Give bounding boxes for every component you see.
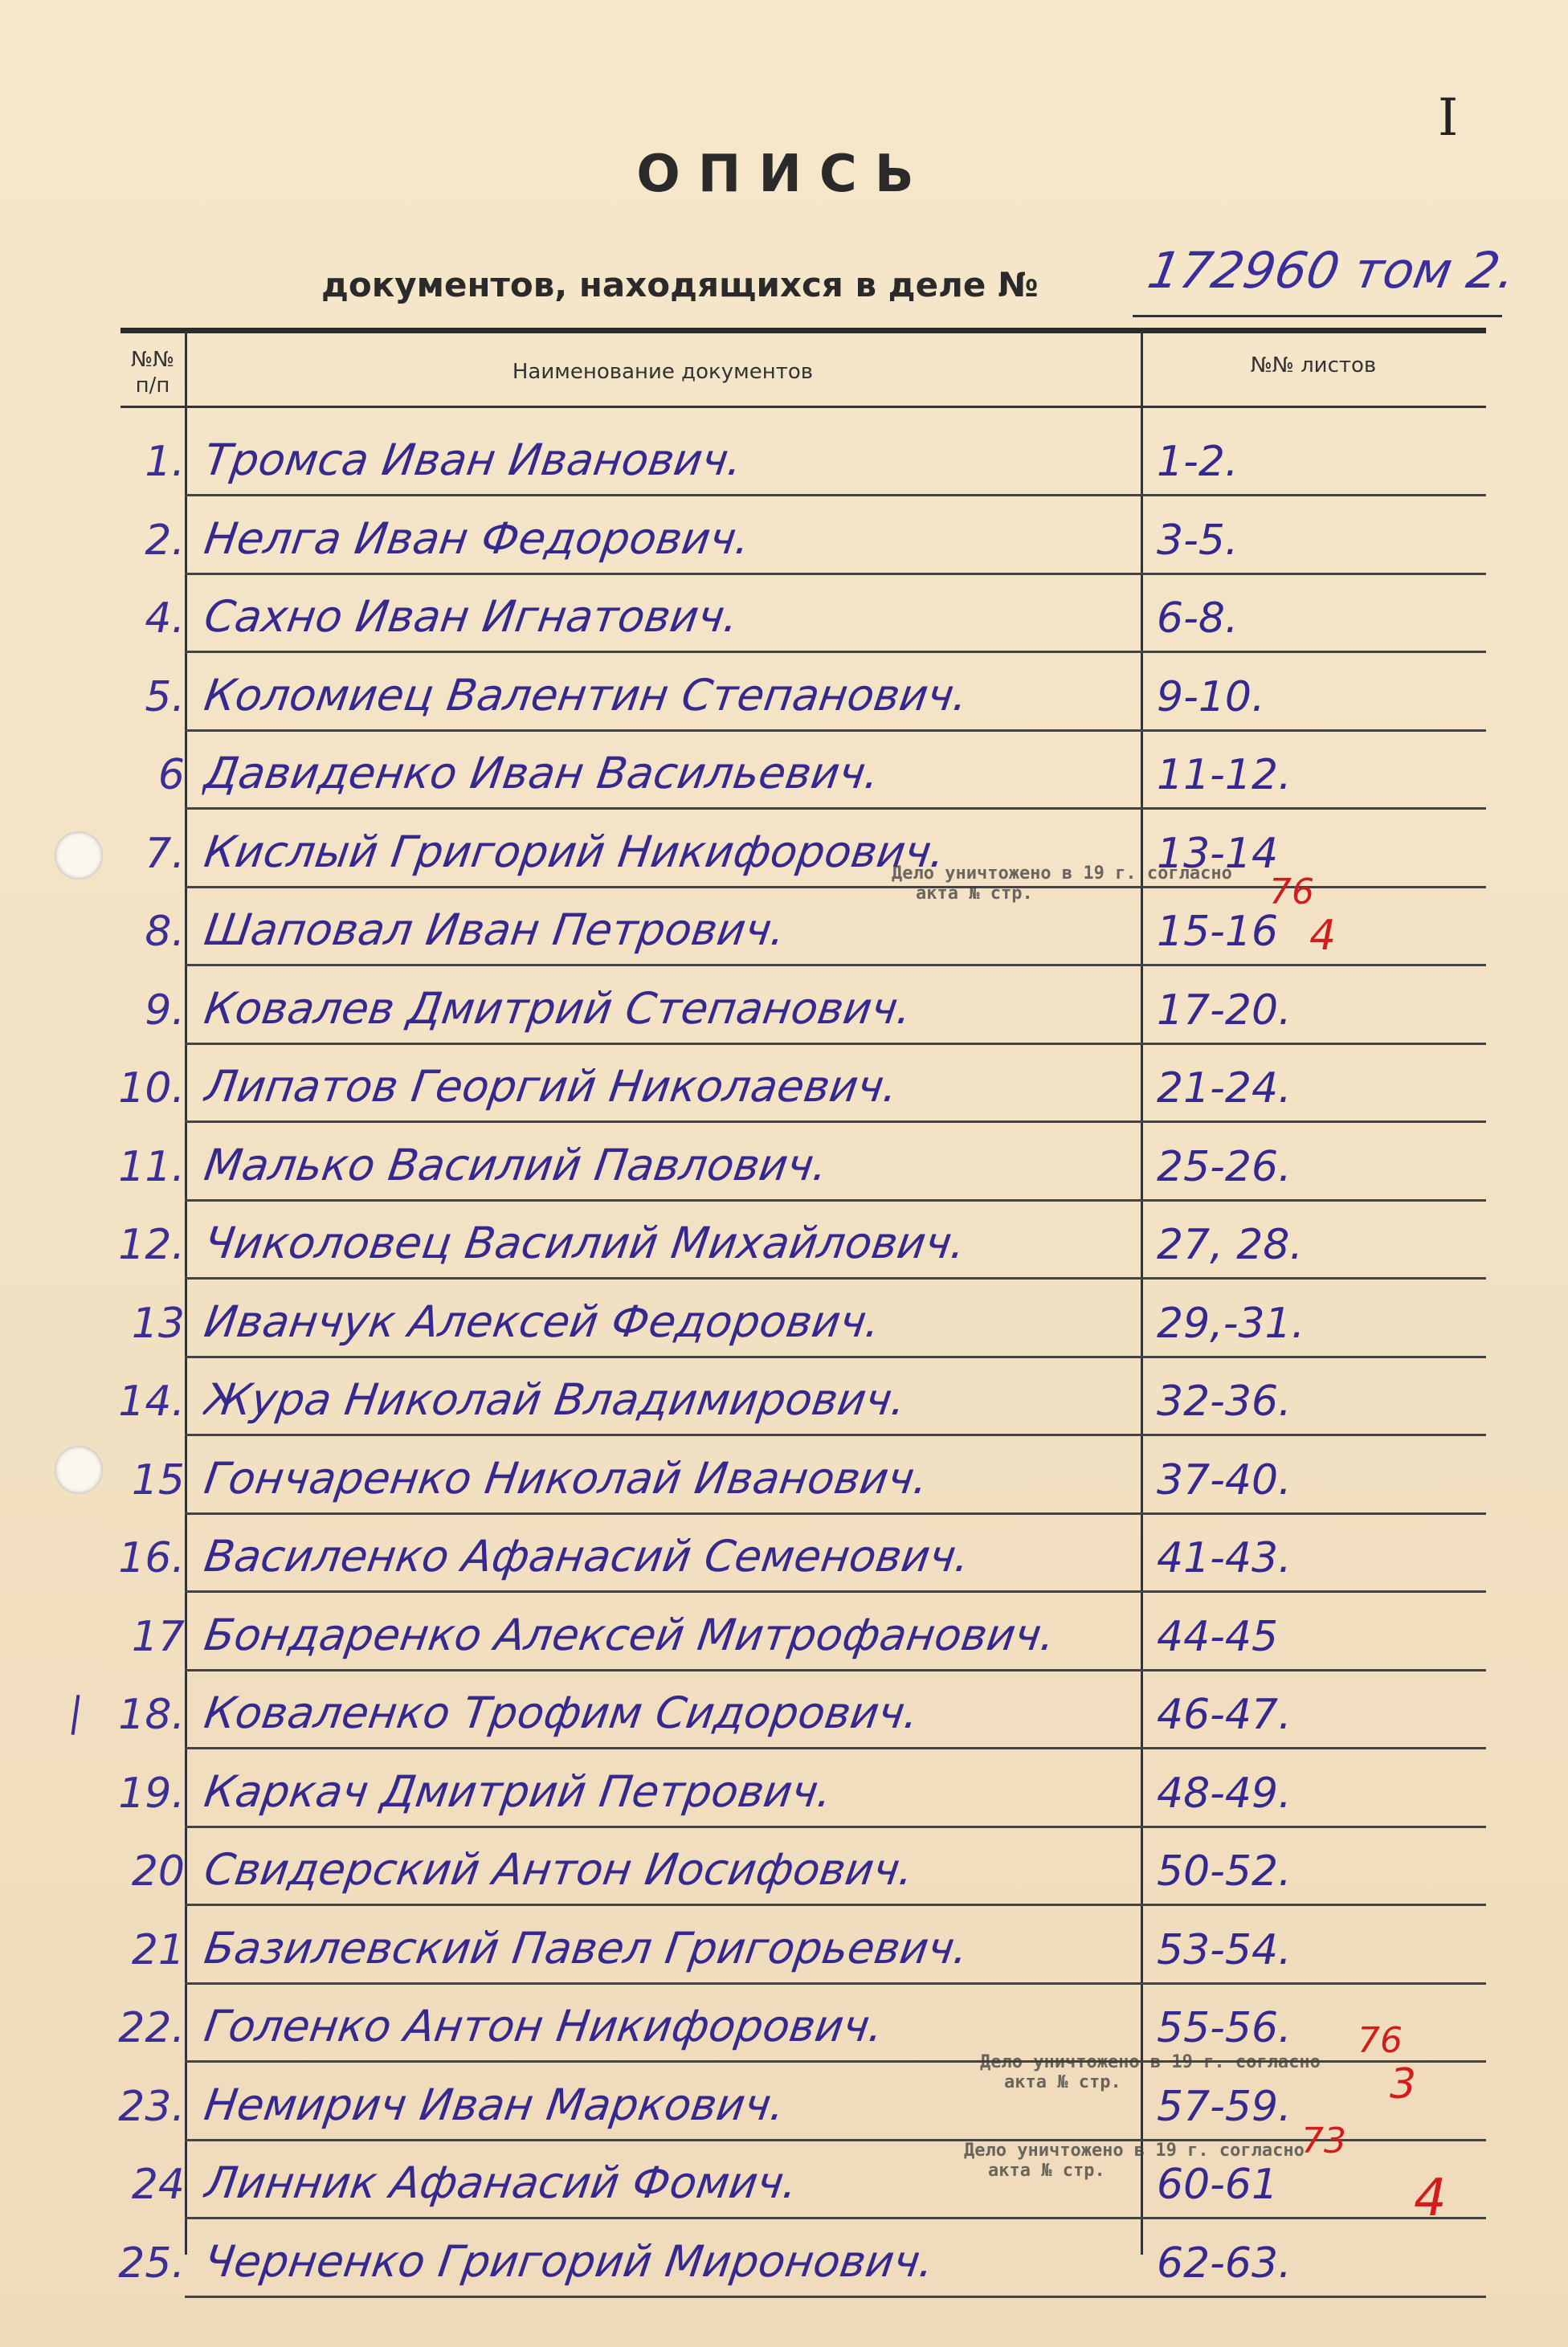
row-name: Нелга Иван Федорович. [201, 512, 753, 564]
column-header-sheets: №№ листов [1250, 353, 1377, 378]
row-number: 6 [157, 751, 185, 799]
header-top-rule [120, 328, 1486, 333]
row-sheets: 21-24. [1157, 1064, 1292, 1112]
stamp-line: акта № стр. [1004, 2072, 1121, 2092]
row-name: Липатов Георгий Николаевич. [201, 1061, 901, 1112]
row-sheets: 27, 28. [1157, 1221, 1303, 1269]
row-name: Василенко Афанасий Семенович. [201, 1531, 974, 1582]
row-name: Черненко Григорий Миронович. [201, 2235, 937, 2287]
destroyed-stamp [964, 2141, 1305, 2181]
row-sheets: 1-2. [1157, 438, 1239, 486]
destroyed-stamp [980, 2052, 1321, 2092]
margin-tick [71, 1695, 80, 1735]
row-sheets: 25-26. [1157, 1142, 1292, 1191]
row-sheets: 46-47. [1157, 1691, 1292, 1739]
row-number: 12. [118, 1221, 185, 1269]
row-name: Свидерский Антон Иосифович. [201, 1844, 917, 1895]
destroyed-stamp [892, 863, 1232, 904]
row-name: Малько Василий Павлович. [201, 1139, 831, 1190]
row-sheets: 60-61 [1157, 2161, 1279, 2209]
row-sheets: 29,-31. [1157, 1299, 1305, 1348]
stamp-line: акта № стр. [988, 2161, 1105, 2181]
row-sheets: 57-59. [1157, 2082, 1292, 2131]
row-rule [185, 651, 1486, 653]
row-number: 17 [131, 1612, 185, 1661]
row-number: 15 [131, 1455, 185, 1504]
row-rule [185, 1512, 1486, 1515]
row-sheets: 37-40. [1157, 1455, 1292, 1504]
column-divider-1 [185, 331, 187, 2255]
row-number: 9. [145, 986, 185, 1035]
red-mark: 76 [1358, 2020, 1403, 2061]
case-number: 172960 том 2. [1143, 241, 1521, 300]
row-rule [185, 1982, 1486, 1985]
row-number: 25. [118, 2239, 185, 2288]
row-sheets: 11-12. [1157, 751, 1292, 799]
row-sheets: 53-54. [1157, 1925, 1292, 1974]
row-number: 8. [145, 908, 185, 956]
row-sheets: 41-43. [1157, 1534, 1292, 1582]
row-rule [185, 1043, 1486, 1045]
row-name: Давиденко Иван Васильевич. [201, 748, 883, 798]
row-rule [185, 1277, 1486, 1280]
row-name: Кислый Григорий Никифорович. [201, 826, 949, 877]
row-sheets: 48-49. [1157, 1769, 1292, 1818]
row-rule [185, 1669, 1486, 1671]
row-number: 16. [118, 1534, 185, 1582]
row-sheets: 50-52. [1157, 1847, 1292, 1896]
row-name: Тромса Иван Иванович. [201, 435, 745, 485]
corner-mark: I [1438, 88, 1459, 148]
row-rule [185, 729, 1486, 732]
row-number: 19. [118, 1769, 185, 1818]
row-name: Каркач Дмитрий Петрович. [201, 1765, 835, 1817]
row-name: Гончаренко Николай Иванович. [201, 1452, 932, 1504]
row-sheets: 17-20. [1157, 986, 1292, 1035]
subtitle: документов, находящихся в деле № [321, 265, 1039, 304]
row-rule [185, 964, 1486, 966]
stamp-line: Дело уничтожено в 19 г. согласно [892, 863, 1232, 884]
row-sheets: 44-45 [1157, 1612, 1279, 1661]
punch-hole-bottom [55, 1446, 103, 1494]
punch-hole-top [55, 831, 103, 880]
row-number: 5. [145, 672, 185, 721]
row-rule [185, 2217, 1486, 2219]
row-name: Бондаренко Алексей Митрофанович. [201, 1609, 1059, 1660]
row-sheets: 15-16 [1157, 908, 1279, 956]
row-name: Сахно Иван Игнатович. [201, 591, 742, 642]
row-number: 22. [118, 2004, 185, 2052]
row-name: Немирич Иван Маркович. [201, 2079, 788, 2130]
row-name: Жура Николай Владимирович. [201, 1374, 909, 1425]
row-number: 18. [118, 1691, 185, 1739]
stamp-line: акта № стр. [916, 884, 1033, 904]
row-number: 10. [118, 1064, 185, 1112]
row-rule [185, 494, 1486, 496]
row-number: 13 [131, 1299, 185, 1348]
row-rule [185, 1199, 1486, 1202]
row-number: 23. [118, 2082, 185, 2131]
row-rule [185, 573, 1486, 575]
row-name: Базилевский Павел Григорьевич. [201, 1922, 972, 1974]
row-name: Ковалев Дмитрий Степанович. [201, 982, 915, 1034]
row-rule [185, 1826, 1486, 1828]
red-mark: 76 [1269, 871, 1314, 912]
row-sheets: 13-14 [1157, 829, 1279, 878]
row-number: 7. [145, 829, 185, 878]
column-header-name: Наименование документов [512, 360, 814, 384]
row-number: 11. [118, 1142, 185, 1191]
row-name: Линник Афанасий Фомич. [201, 2157, 801, 2208]
red-mark: 3 [1390, 2060, 1417, 2108]
row-rule [185, 1590, 1486, 1593]
stamp-line: Дело уничтожено в 19 г. согласно [964, 2141, 1305, 2161]
red-mark: 4 [1414, 2169, 1447, 2228]
row-name: Голенко Антон Никифорович. [201, 2001, 887, 2051]
column-header-num: №№ п/п [130, 348, 175, 398]
case-number-line [1133, 315, 1502, 317]
row-rule [185, 1434, 1486, 1436]
row-number: 4. [145, 594, 185, 643]
header-bottom-rule [120, 406, 1486, 408]
row-sheets: 32-36. [1157, 1378, 1292, 1426]
page-title: ОПИСЬ [636, 145, 932, 204]
row-rule [185, 1120, 1486, 1123]
row-name: Коваленко Трофим Сидорович. [201, 1688, 922, 1738]
row-rule [185, 2296, 1486, 2298]
stamp-line: Дело уничтожено в 19 г. согласно [980, 2052, 1321, 2072]
row-rule [185, 1356, 1486, 1358]
row-sheets: 9-10. [1157, 672, 1265, 721]
row-rule [185, 1747, 1486, 1749]
row-number: 21 [131, 1925, 185, 1974]
column-divider-2 [1141, 331, 1143, 2255]
row-number: 14. [118, 1378, 185, 1426]
row-name: Иванчук Алексей Федорович. [201, 1296, 884, 1347]
row-number: 20 [131, 1847, 185, 1896]
row-sheets: 62-63. [1157, 2239, 1292, 2288]
row-number: 24 [131, 2161, 185, 2209]
row-number: 1. [145, 438, 185, 486]
row-sheets: 3-5. [1157, 516, 1239, 565]
red-mark: 4 [1309, 912, 1337, 960]
row-sheets: 55-56. [1157, 2004, 1292, 2052]
row-name: Коломиец Валентин Степанович. [201, 669, 971, 720]
row-rule [185, 1904, 1486, 1906]
red-mark: 73 [1301, 2120, 1346, 2161]
row-name: Чиколовец Василий Михайлович. [201, 1218, 969, 1268]
row-sheets: 6-8. [1157, 594, 1239, 643]
row-number: 2. [145, 516, 185, 565]
row-rule [185, 807, 1486, 810]
row-name: Шаповал Иван Петрович. [201, 904, 789, 955]
